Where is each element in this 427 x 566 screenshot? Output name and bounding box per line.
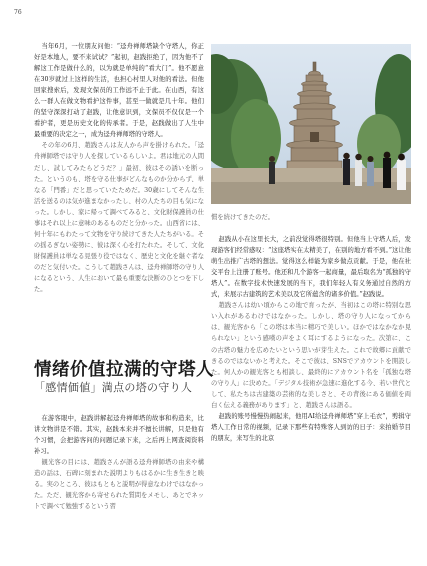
- section-title-ja: 「感情価値」満点の塔の守り人: [34, 381, 193, 394]
- left-column-bottom: [34, 413, 204, 561]
- paragraph-ja: 慣を続けてきたのだ。: [211, 214, 274, 221]
- paragraph-zh: 赵践从小在这里长大，之前没觉得塔很特别。但他当上守塔人后，发现游客们经常感叹：“这座塔实在太精美了，在别的地方看不到。”这让他萌生出推广古塔的想法。觉得这么样能为家乡做点贡献。于是，他在社交平台上注册了账号。他还和几个游客一起商量，最后取名为“孤独的守塔人”。在数字技术快速发展的当下，我们年轻人有义务通过自然的方式，来展示古建筑的艺术美以及它所蕴含的诸多价值。”赵践说。: [211, 236, 411, 299]
- paragraph-ja: 観光客の目には、趙践さんが語る迳舟禅師塔の由来や構造の話は、石碑に刻まれた説明よりもはるかに生き生きと映る。実のところ、彼はもともと説明が得意なわけではなかった。ただ、観光客から寄せられた質問をメモし、あとでネットで調べて勉強するという習: [34, 459, 204, 511]
- right-column: [211, 212, 411, 564]
- paragraph-zh: 赵践的账号慢慢热闹起来，他用AI给迳舟禅师塔“穿上毛衣”，剪辑守塔人工作日常的视频，记录下那些有特殊客人到访的日子：来拍婚节目的朋友，来写生的北京: [211, 412, 411, 442]
- section-title-zh: 情绪价值拉满的守塔人: [34, 360, 214, 380]
- page-number: 76: [14, 9, 22, 16]
- pagoda-photo: [211, 44, 411, 204]
- paragraph-ja: その年の6月、趙践さんは友人から声を掛けられた。「迳舟禅師塔では守り人を探しているらしいよ。君は地元の人間だし、試してみたらどうだ？」最初、彼はその誘いを断った。というのも、塔を守る仕事がどんなものか分からず、単なる「門番」だと思っていたためだ。30歳にしてそんな生活を送るのは気が進まなかったし、村の人たちの目も気になった。しかし、家に帰って調べてみると、文化財保護員の仕事はそれ以上に意味のあるものだと分かった。山西省には、何十年にもわたって文物を守り続けてきた人たちがいる。その揺るぎない姿勢に、彼は深く心を打たれた。そして、文化財保護員は単なる見張り役ではなく、歴史と文化を継ぐ者なのだと気付いた。こうして趙践さんは、迳舟禅師塔の守り人になるという、人生において最も重要な決断のひとつを下した。: [34, 142, 204, 294]
- left-column-top: [34, 41, 204, 349]
- paragraph-zh: 在游客眼中，赵践讲解起迳舟禅师塔的故事和构造来，比讲文物讲是不错。其实，赵践本来并不擅长讲解，只是他有个习惯，会把游客问的问题记录下来，之后再上网查阅资料补习。: [34, 415, 204, 456]
- paragraph-zh: 当年6月，一位朋友问他：“迳舟禅师塔缺个守塔人，你正好是本地人，要不来试试？”起初，赵践拒绝了，因为他不了解这工作是做什么的，以为就是单纯的“看大门”。他不愿意在30岁就过上这样的生活，也担心村里人对他的看法。但他回家搜索后，发现文保员的工作远不止于此。在山西，有这么一群人在做文物看护这件事，甚至一做就是几十年。他们的坚守深深打动了赵践，让他意识到，文保员不仅仅是一个看护者，更是历史文化的传承者。于是，赵践做出了人生中最重要的决定之一，成为迳舟禅师塔的守塔人。: [34, 43, 204, 139]
- paragraph-ja: 趙践さんは幼い頃からこの地で育ったが、当初はこの塔に特別な思い入れがあるわけではなかった。しかし、塔の守り人になってからは、観光客から「この塔は本当に精巧で美しい。ほかではなかなか見られない」という感嘆の声をよく耳にするようになった。次第に、この古塔の魅力を広めたいという思いが芽生えた。これで故郷に貢献できるのではないかと考えた。そこで彼は、SNSでアカウントを開設した。何人かの観光客とも相談し、最終的にアカウント名を「孤独な塔の守り人」に決めた。「デジタル技術が急速に進化する今、若い世代として、私たちは古建築の芸術的な美しさと、その背後にある価値を両白く伝える義務があります」と、趙践さんは語る。: [211, 302, 411, 409]
